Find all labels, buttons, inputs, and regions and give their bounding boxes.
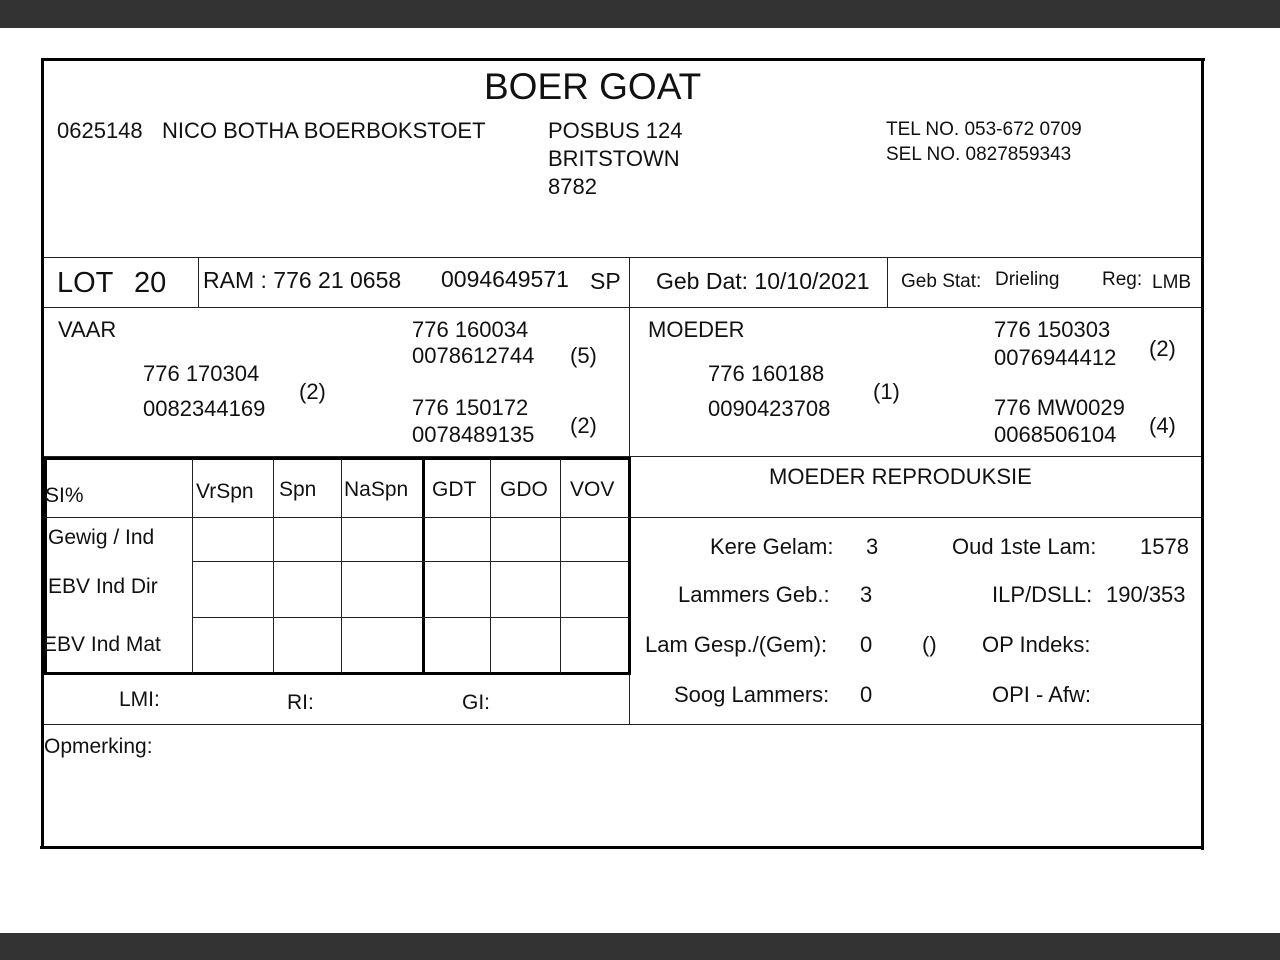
dam-reg: 0090423708	[708, 396, 831, 421]
gi-label: GI:	[462, 691, 491, 714]
lot-label: LOT	[57, 267, 114, 299]
kere-gelam-label: Kere Gelam:	[710, 534, 834, 559]
dam-sire-reg: 0076944412	[994, 345, 1117, 370]
sire-id: 776 170304	[143, 361, 260, 386]
address-line-2: BRITSTOWN	[548, 146, 680, 171]
telephone-number: TEL NO. 053-672 0709	[886, 119, 1082, 140]
sire-dam-reg: 0078489135	[412, 422, 535, 447]
sire-sire-reg: 0078612744	[412, 343, 535, 368]
dam-sire-count: (2)	[1149, 336, 1176, 361]
reproduction-title: MOEDER REPRODUKSIE	[769, 464, 1032, 489]
address-line-1: POSBUS 124	[548, 118, 683, 143]
table-col-gdt: GDT	[432, 478, 477, 501]
dam-dam-id: 776 MW0029	[994, 395, 1125, 420]
sire-reg: 0082344169	[143, 396, 266, 421]
dam-sire-id: 776 150303	[994, 317, 1111, 342]
opi-afw-label: OPI - Afw:	[992, 682, 1092, 707]
lmi-label: LMI:	[119, 688, 160, 711]
lam-gesp-extra: ()	[922, 632, 937, 657]
birth-date: Geb Dat: 10/10/2021	[656, 268, 870, 294]
table-col-spn: Spn	[279, 478, 317, 501]
ram-id: RAM : 776 21 0658	[203, 267, 402, 293]
oud-1ste-lam-value: 1578	[1140, 534, 1189, 559]
ilp-dsll-value: 190/353	[1106, 582, 1186, 607]
lammers-geb-value: 3	[860, 582, 873, 607]
sire-dam-count: (2)	[570, 413, 597, 438]
sire-dam-id: 776 150172	[412, 395, 529, 420]
cellphone-number: SEL NO. 0827859343	[886, 144, 1072, 165]
sp-code: SP	[590, 268, 621, 294]
lot-number: 20	[134, 267, 167, 299]
card-title: BOER GOAT	[484, 66, 702, 107]
dam-id: 776 160188	[708, 361, 825, 386]
address-line-3: 8782	[548, 174, 597, 199]
reg-label: Reg:	[1102, 269, 1143, 290]
op-indeks-label: OP Indeks:	[982, 632, 1091, 657]
table-row-ebv-dir: EBV Ind Dir	[48, 575, 158, 598]
table-col-vrspn: VrSpn	[196, 480, 254, 503]
oud-1ste-lam-label: Oud 1ste Lam:	[952, 534, 1097, 559]
lam-gesp-label: Lam Gesp./(Gem):	[645, 632, 828, 657]
ilp-dsll-label: ILP/DSLL:	[992, 582, 1093, 607]
dam-label: MOEDER	[648, 317, 745, 342]
table-col-naspn: NaSpn	[344, 478, 409, 501]
dam-dam-count: (4)	[1149, 413, 1176, 438]
breeder-id: 0625148	[57, 118, 143, 143]
birth-status: Drieling	[995, 269, 1060, 290]
remarks-label: Opmerking:	[44, 735, 153, 758]
soog-lammers-label: Soog Lammers:	[674, 682, 830, 707]
ri-label: RI:	[287, 691, 314, 714]
sire-count: (2)	[299, 379, 326, 404]
dam-dam-reg: 0068506104	[994, 422, 1117, 447]
ram-registration: 0094649571	[441, 266, 569, 292]
sire-label: VAAR	[58, 317, 117, 342]
table-row-ebv-mat: EBV Ind Mat	[43, 633, 161, 656]
soog-lammers-value: 0	[860, 682, 873, 707]
lam-gesp-value: 0	[860, 632, 873, 657]
table-col-vov: VOV	[570, 478, 615, 501]
table-corner-label: SI%	[45, 484, 84, 507]
reg-value: LMB	[1152, 272, 1192, 293]
birth-status-label: Geb Stat:	[901, 271, 982, 292]
table-col-gdo: GDO	[500, 478, 548, 501]
sire-sire-count: (5)	[570, 343, 597, 368]
breeder-name: NICO BOTHA BOERBOKSTOET	[162, 118, 486, 143]
kere-gelam-value: 3	[866, 534, 879, 559]
lammers-geb-label: Lammers Geb.:	[678, 582, 830, 607]
table-row-gewig: Gewig / Ind	[48, 526, 155, 549]
dam-count: (1)	[873, 379, 900, 404]
sire-sire-id: 776 160034	[412, 317, 529, 342]
